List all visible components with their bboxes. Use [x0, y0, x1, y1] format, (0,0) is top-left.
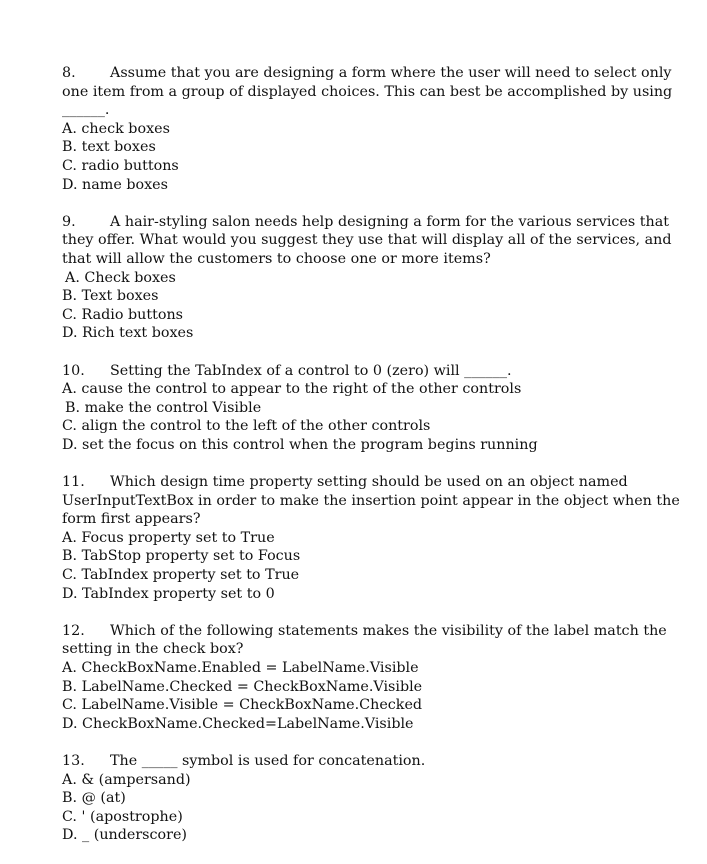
- question-10: [62, 362, 692, 455]
- question-number: 9.: [62, 213, 76, 230]
- question-text: Which of the following statements makes the visibility of the label match the setting in the check box?: [62, 622, 667, 658]
- option-d: D. TabIndex property set to 0: [62, 585, 275, 602]
- question-12: [62, 622, 692, 734]
- option-c: C. LabelName.Visible = CheckBoxName.Checked: [62, 697, 423, 714]
- question-stem: [62, 362, 692, 381]
- question-number: 8.: [62, 65, 76, 81]
- question-number: 12.: [62, 622, 85, 639]
- option-a: A. Focus property set to True: [62, 529, 275, 546]
- question-text: Which design time property setting should be used on an object named UserInputTextBox in order to make the insertion point appear in the object when the form first appears?: [62, 474, 680, 528]
- quiz-document: [62, 64, 692, 864]
- question-stem: [62, 213, 692, 269]
- question-text: A hair-styling salon needs help designing a form for the various services that they offer. What would you suggest they use that will display all of the services, and that will allow the customers to choose one or more items?: [62, 213, 672, 267]
- option-d: D. CheckBoxName.Checked=LabelName.Visible: [62, 715, 414, 732]
- option-c: C. radio buttons: [62, 157, 179, 174]
- option-b: B. text boxes: [62, 139, 156, 156]
- option-c: C. align the control to the left of the other controls: [62, 418, 431, 435]
- option-a: A. cause the control to appear to the right of the other controls: [62, 381, 522, 398]
- option-d: D. name boxes: [62, 176, 168, 193]
- question-text: The _____ symbol is used for concatenation.: [110, 752, 426, 769]
- option-c: C. ' (apostrophe): [62, 808, 183, 825]
- question-9: [62, 213, 692, 343]
- question-number: 10.: [62, 362, 85, 379]
- option-b: B. LabelName.Checked = CheckBoxName.Visible: [62, 678, 423, 695]
- option-a: A. CheckBoxName.Enabled = LabelName.Visible: [62, 660, 419, 676]
- option-d: D. Rich text boxes: [62, 325, 194, 342]
- question-stem: [62, 473, 692, 529]
- question-text: Assume that you are designing a form where the user will need to select only one item from a group of displayed choices. This can best be accomplished by using ______.: [62, 65, 673, 119]
- question-stem: [62, 752, 692, 771]
- option-b: B. Text boxes: [62, 288, 159, 305]
- option-b: B. TabStop property set to Focus: [62, 548, 301, 565]
- option-b: B. @ (at): [62, 790, 126, 807]
- question-text: Setting the TabIndex of a control to 0 (zero) will ______.: [110, 362, 512, 379]
- question-11: [62, 473, 692, 603]
- question-stem: [62, 622, 692, 659]
- option-c: C. Radio buttons: [62, 306, 184, 323]
- question-number: 11.: [62, 474, 85, 491]
- question-13: [62, 752, 692, 845]
- option-a: A. check boxes: [62, 120, 170, 137]
- question-number: 13.: [62, 752, 85, 769]
- option-a: A. & (ampersand): [62, 771, 191, 788]
- option-a: A. Check boxes: [65, 269, 176, 286]
- question-stem: [62, 64, 692, 120]
- option-c: C. TabIndex property set to True: [62, 567, 300, 584]
- question-8: [62, 64, 692, 194]
- option-d: D. _ (underscore): [62, 827, 187, 844]
- option-d: D. set the focus on this control when the program begins running: [62, 436, 538, 453]
- option-b: B. make the control Visible: [65, 399, 262, 416]
